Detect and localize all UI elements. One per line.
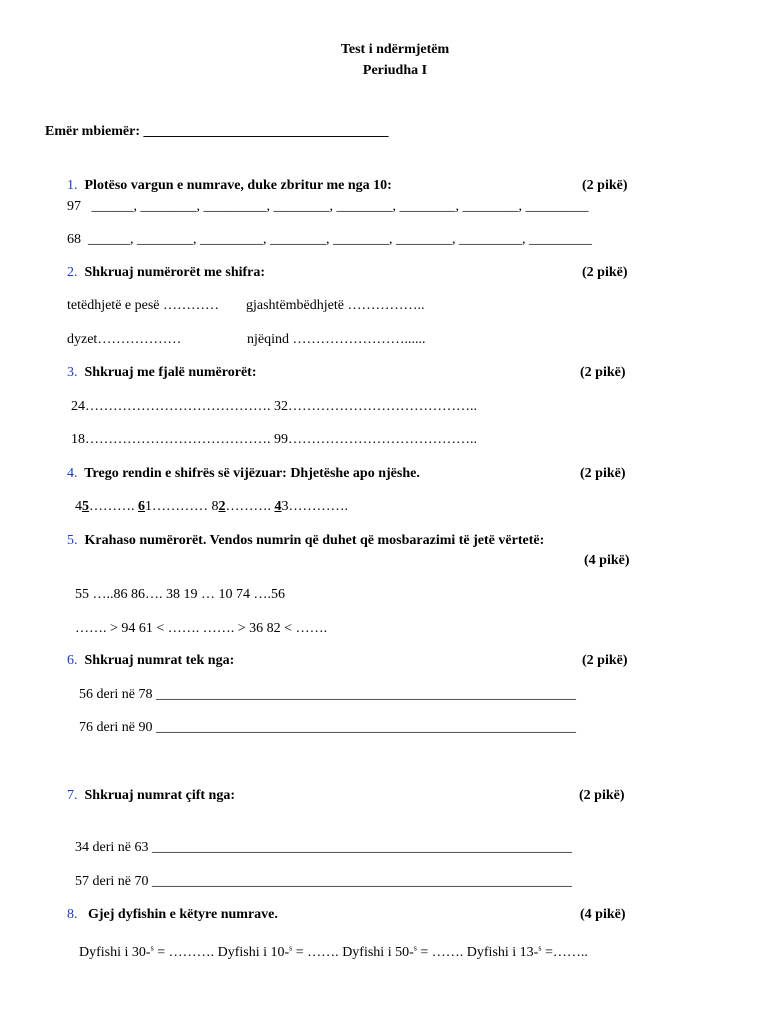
- question-5-number: 5.: [67, 533, 78, 548]
- question-4-item[interactable]: 45……….: [75, 499, 138, 514]
- question-7-number: 7.: [67, 788, 78, 803]
- question-8-number: 8.: [67, 907, 78, 922]
- question-7-heading: [67, 787, 235, 804]
- question-2-number: 2.: [67, 265, 78, 280]
- question-3-heading: [67, 364, 257, 381]
- question-1-points: (2 pikë): [582, 178, 628, 193]
- question-5-heading: [67, 532, 544, 549]
- question-3-text: Shkruaj me fjalë numërorët:: [84, 365, 257, 380]
- question-7-points: (2 pikë): [579, 788, 625, 803]
- question-2-item-4[interactable]: njëqind ……………………......: [247, 332, 426, 347]
- question-4-items: [75, 498, 348, 515]
- question-3-row-2[interactable]: 18…………………………………. 99…………………………………..: [71, 432, 477, 447]
- question-8-heading: [67, 906, 278, 923]
- question-8-item[interactable]: Dyfishi i 50-$^s$ = …….: [342, 943, 467, 960]
- question-7-row-1[interactable]: 34 deri në 63 ____________________________________________________________: [75, 840, 572, 855]
- question-6-heading: [67, 652, 234, 669]
- question-8-items: [79, 939, 588, 961]
- question-8-points: (4 pikë): [580, 907, 626, 922]
- question-8-item[interactable]: Dyfishi i 30-$^s$ = ……….: [79, 943, 218, 960]
- question-5-row-2[interactable]: ……. > 94 61 < ……. ……. > 36 82 < …….: [75, 621, 328, 636]
- question-7-row-2[interactable]: 57 deri në 70 ____________________________________________________________: [75, 874, 572, 889]
- question-5-row-1[interactable]: 55 …..86 86…. 38 19 … 10 74 ….56: [75, 587, 285, 602]
- question-2-item-2[interactable]: gjashtëmbëdhjetë ……………..: [246, 298, 425, 313]
- question-2-item-1[interactable]: tetëdhjetë e pesë …………: [67, 298, 220, 313]
- question-1-row-1[interactable]: 97 ______, ________, _________, ________, ________, ________, ________, _________: [67, 199, 589, 214]
- question-6-points: (2 pikë): [582, 653, 628, 668]
- name-line: [45, 123, 388, 140]
- question-5-points: (4 pikë): [584, 553, 630, 568]
- question-3-number: 3.: [67, 365, 78, 380]
- question-6-number: 6.: [67, 653, 78, 668]
- question-8-item[interactable]: Dyfishi i 13-$^s$ =……..: [466, 943, 588, 960]
- question-2-points: (2 pikë): [582, 265, 628, 280]
- question-1-text: Plotëso vargun e numrave, duke zbritur me nga 10:: [84, 178, 392, 193]
- question-2-item-3[interactable]: dyzet………………: [67, 332, 182, 347]
- question-3-points: (2 pikë): [580, 365, 626, 380]
- question-6-row-2[interactable]: 76 deri në 90 ____________________________________________________________: [79, 720, 576, 735]
- question-2-heading: [67, 264, 265, 281]
- name-blank[interactable]: ___________________________________: [143, 124, 389, 139]
- document-title: Test i ndërmjetëm: [340, 42, 450, 57]
- question-7-text: Shkruaj numrat çift nga:: [84, 788, 236, 803]
- question-4-points: (2 pikë): [580, 466, 626, 481]
- question-4-number: 4.: [67, 466, 78, 481]
- question-5-text: Krahaso numërorët. Vendos numrin që duhet që mosbarazimi të jetë vërtetë:: [84, 533, 545, 548]
- question-1-heading: [67, 177, 392, 194]
- document-subtitle: Periudha I: [362, 63, 428, 78]
- question-8-text: Gjej dyfishin e këtyre numrave.: [88, 907, 278, 922]
- name-label: Emër mbiemër:: [45, 124, 140, 139]
- question-1-row-2[interactable]: 68 ______, ________, _________, ________, ________, ________, _________, _________: [67, 232, 592, 247]
- question-1-number: 1.: [67, 178, 78, 193]
- question-4-heading: [67, 465, 420, 482]
- question-4-item[interactable]: 82……….: [211, 499, 275, 514]
- question-4-text: Trego rendin e shifrës së vijëzuar: Dhjetëshe apo njëshe.: [84, 466, 420, 481]
- question-4-item[interactable]: 43………….: [274, 499, 348, 514]
- question-6-row-1[interactable]: 56 deri në 78 ____________________________________________________________: [79, 687, 576, 702]
- question-2-text: Shkruaj numërorët me shifra:: [84, 265, 266, 280]
- question-4-item[interactable]: 61…………: [138, 499, 212, 514]
- question-8-item[interactable]: Dyfishi i 10-$^s$ = …….: [217, 943, 343, 960]
- question-3-row-1[interactable]: 24…………………………………. 32…………………………………..: [71, 399, 477, 414]
- question-6-text: Shkruaj numrat tek nga:: [84, 653, 235, 668]
